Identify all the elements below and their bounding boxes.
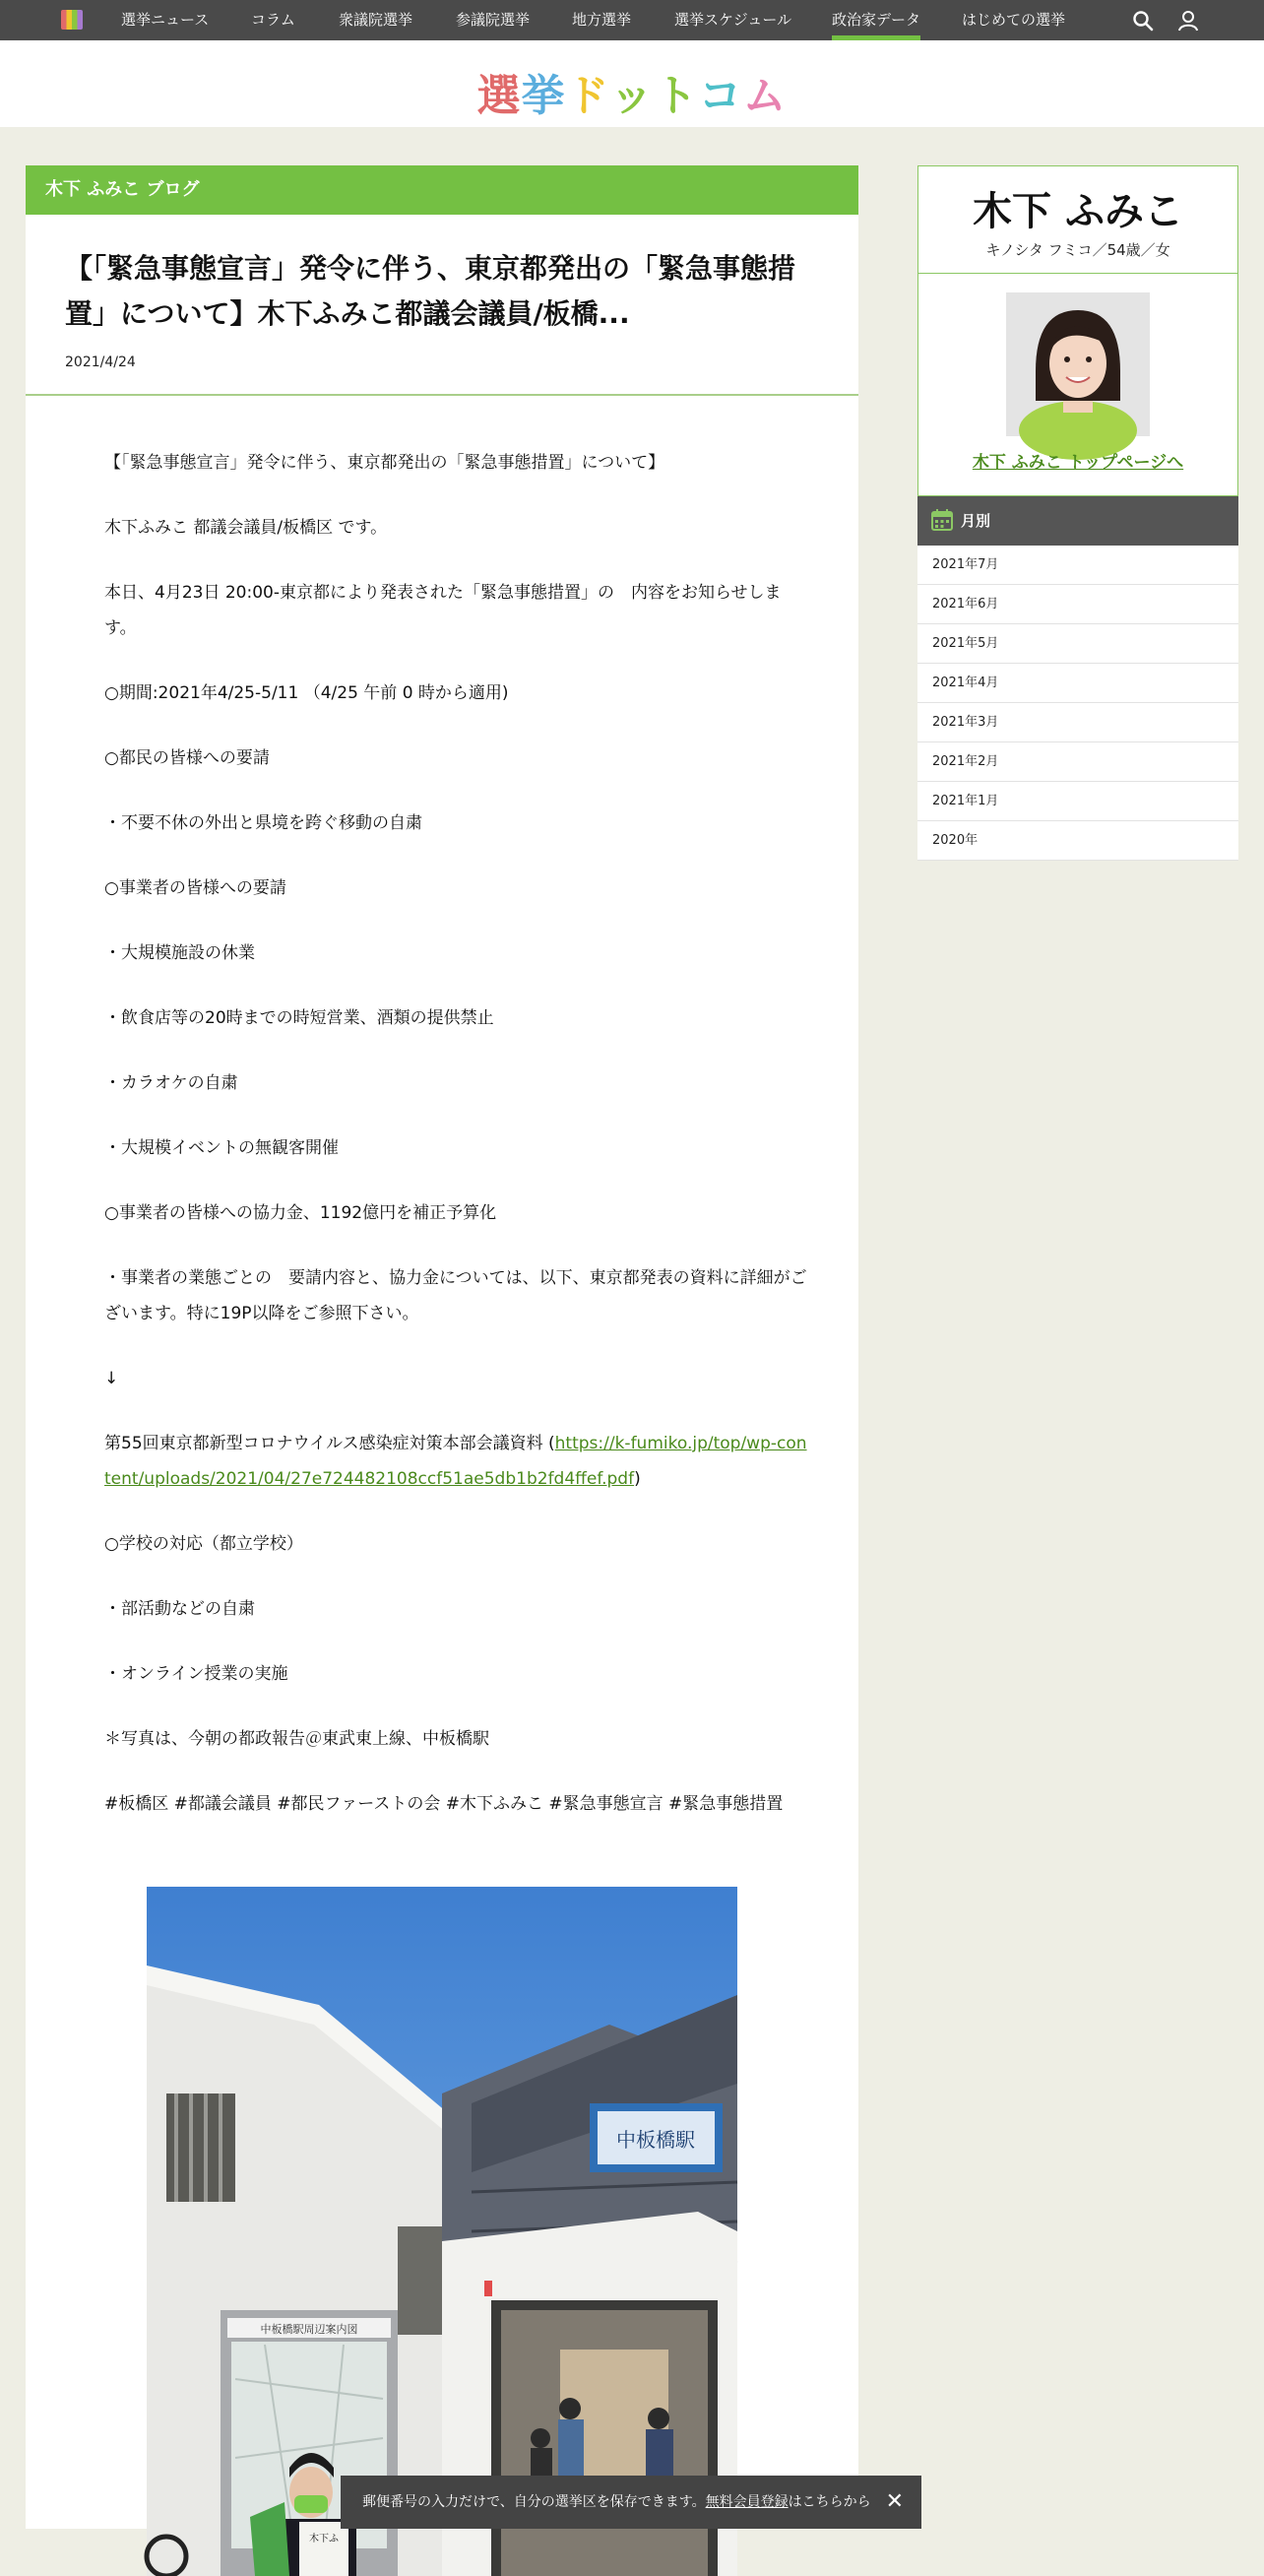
post-paragraph: ○学校の対応（都立学校） — [104, 1534, 303, 1554]
post-paragraph: 本日、4月23日 20:00-東京都により発表された「緊急事態措置」の 内容をお知らせします。 — [104, 583, 782, 638]
politician-name: 木下 ふみこ — [973, 189, 1183, 234]
archive-month-link[interactable]: 2021年2月 — [917, 742, 1238, 782]
post-paragraph: ・不要不休の外出と県境を跨ぐ移動の自粛 — [104, 813, 422, 833]
banner-text-suffix: はこちらから — [788, 2494, 871, 2510]
politician-top-page-link[interactable]: 木下 ふみこ トップページへ — [972, 453, 1184, 473]
post-paragraph: ○都民の皆様への要請 — [104, 748, 270, 768]
logo-char: ム — [742, 71, 788, 121]
post-paragraph: ＊写真は、今朝の都政報告＠東武東上線、中板橋駅 — [104, 1729, 489, 1749]
nav-item-column[interactable]: コラム — [251, 11, 295, 29]
logo-char: 挙 — [521, 71, 566, 121]
post-paragraph: ・オンライン授業の実施 — [104, 1664, 288, 1684]
archive-month-link[interactable]: 2021年7月 — [917, 546, 1238, 585]
post-paragraph: ○期間:2021年4/25-5/11 （4/25 午前 0 時から適用) — [104, 683, 509, 703]
site-mark-icon[interactable] — [61, 10, 83, 30]
user-icon[interactable] — [1175, 8, 1201, 33]
post-body — [104, 445, 811, 1851]
archive-month-link[interactable]: 2021年6月 — [917, 585, 1238, 624]
post-date: 2021/4/24 — [65, 354, 136, 370]
nav-item-local[interactable]: 地方選挙 — [572, 11, 632, 29]
post-paragraph: ○事業者の皆様への協力金、1192億円を補正予算化 — [104, 1203, 497, 1223]
logo-bar — [0, 40, 1264, 127]
archive-month-link[interactable]: 2020年 — [917, 821, 1238, 861]
post-paragraph: ・事業者の業態ごとの 要請内容と、協力金については、以下、東京都発表の資料に詳細がございます。特に19P以降をご参照下さい。 — [104, 1268, 807, 1323]
top-nav — [0, 0, 1264, 40]
nav-item-news[interactable]: 選挙ニュース — [121, 11, 210, 29]
blog-article — [26, 165, 858, 2544]
monthly-archive-header — [917, 496, 1238, 546]
archive-month-link[interactable]: 2021年4月 — [917, 664, 1238, 703]
post-paragraph: 木下ふみこ 都議会議員/板橋区 です。 — [104, 518, 388, 538]
archive-month-link[interactable]: 2021年5月 — [917, 624, 1238, 664]
post-paragraph: ・カラオケの自粛 — [104, 1073, 238, 1093]
post-title: 【「緊急事態宣言」発令に伴う、東京都発出の「緊急事態措置」について】木下ふみこ都議会議員/板橋... — [65, 252, 796, 330]
logo-char: コ — [698, 71, 743, 121]
post-paragraph: ・大規模施設の休業 — [104, 943, 255, 963]
nav-item-upper-house[interactable]: 参議院選挙 — [456, 11, 531, 29]
banner-text: 郵便番号の入力だけで、自分の選挙区を保存できます。 — [362, 2494, 706, 2510]
doc-suffix: ) — [634, 1469, 641, 1489]
archive-month-link[interactable]: 2021年3月 — [917, 703, 1238, 742]
station-sign-text: 中板橋駅 — [616, 2128, 695, 2152]
post-hashtags: #板橋区 #都議会議員 #都民ファーストの会 #木下ふみこ #緊急事態宣言 #緊急事態措置 — [104, 1794, 784, 1814]
monthly-archive-title: 月別 — [961, 512, 991, 530]
monthly-archive — [917, 496, 1238, 861]
site-logo[interactable] — [0, 60, 1264, 123]
doc-prefix: 第55回東京都新型コロナウイルス感染症対策本部会議資料 ( — [104, 1434, 555, 1453]
post-paragraph: ・部活動などの自粛 — [104, 1599, 255, 1619]
blog-header: 木下 ふみこ ブログ — [26, 165, 858, 215]
nav-item-politician-data[interactable]: 政治家データ — [832, 0, 920, 40]
logo-char: ド — [565, 71, 610, 121]
logo-char: 選 — [476, 71, 522, 121]
politician-kana-age: キノシタ フミコ／54歳／女 — [985, 241, 1170, 259]
title-divider — [26, 394, 858, 396]
document-reference — [104, 1426, 811, 1497]
flyer-text: 木下ふ — [309, 2534, 339, 2544]
logo-char: ト — [654, 71, 699, 121]
registration-banner — [341, 2476, 921, 2529]
nav-item-schedule[interactable]: 選挙スケジュール — [674, 11, 792, 29]
pdf-link[interactable]: https://k-fumiko.jp/top/wp-content/uploads/2021/04/27e724482108ccf51ae5db1b2fd4ffef.pdf — [104, 1434, 807, 1489]
calendar-icon — [931, 509, 953, 531]
board-title-text: 中板橋駅周辺案内図 — [260, 2323, 358, 2336]
search-icon[interactable] — [1130, 8, 1156, 33]
post-paragraph: ・大規模イベントの無観客開催 — [104, 1138, 339, 1158]
post-paragraph: 【「緊急事態宣言」発令に伴う、東京都発出の「緊急事態措置」について】 — [104, 453, 665, 473]
logo-char: ッ — [609, 71, 655, 121]
post-paragraph: ○事業者の皆様への要請 — [104, 878, 286, 898]
station-photo[interactable] — [147, 1887, 737, 2576]
archive-month-link[interactable]: 2021年1月 — [917, 782, 1238, 821]
avatar[interactable] — [1006, 292, 1150, 436]
close-icon[interactable]: ✕ — [885, 2489, 904, 2514]
free-registration-link[interactable]: 無料会員登録 — [705, 2494, 789, 2510]
post-paragraph: ↓ — [104, 1369, 119, 1388]
nav-item-lower-house[interactable]: 衆議院選挙 — [339, 11, 413, 29]
post-paragraph: ・飲食店等の20時までの時短営業、酒類の提供禁止 — [104, 1008, 494, 1028]
politician-profile-card — [917, 165, 1238, 496]
profile-divider — [918, 273, 1237, 274]
nav-item-first-election[interactable]: はじめての選挙 — [962, 11, 1066, 29]
